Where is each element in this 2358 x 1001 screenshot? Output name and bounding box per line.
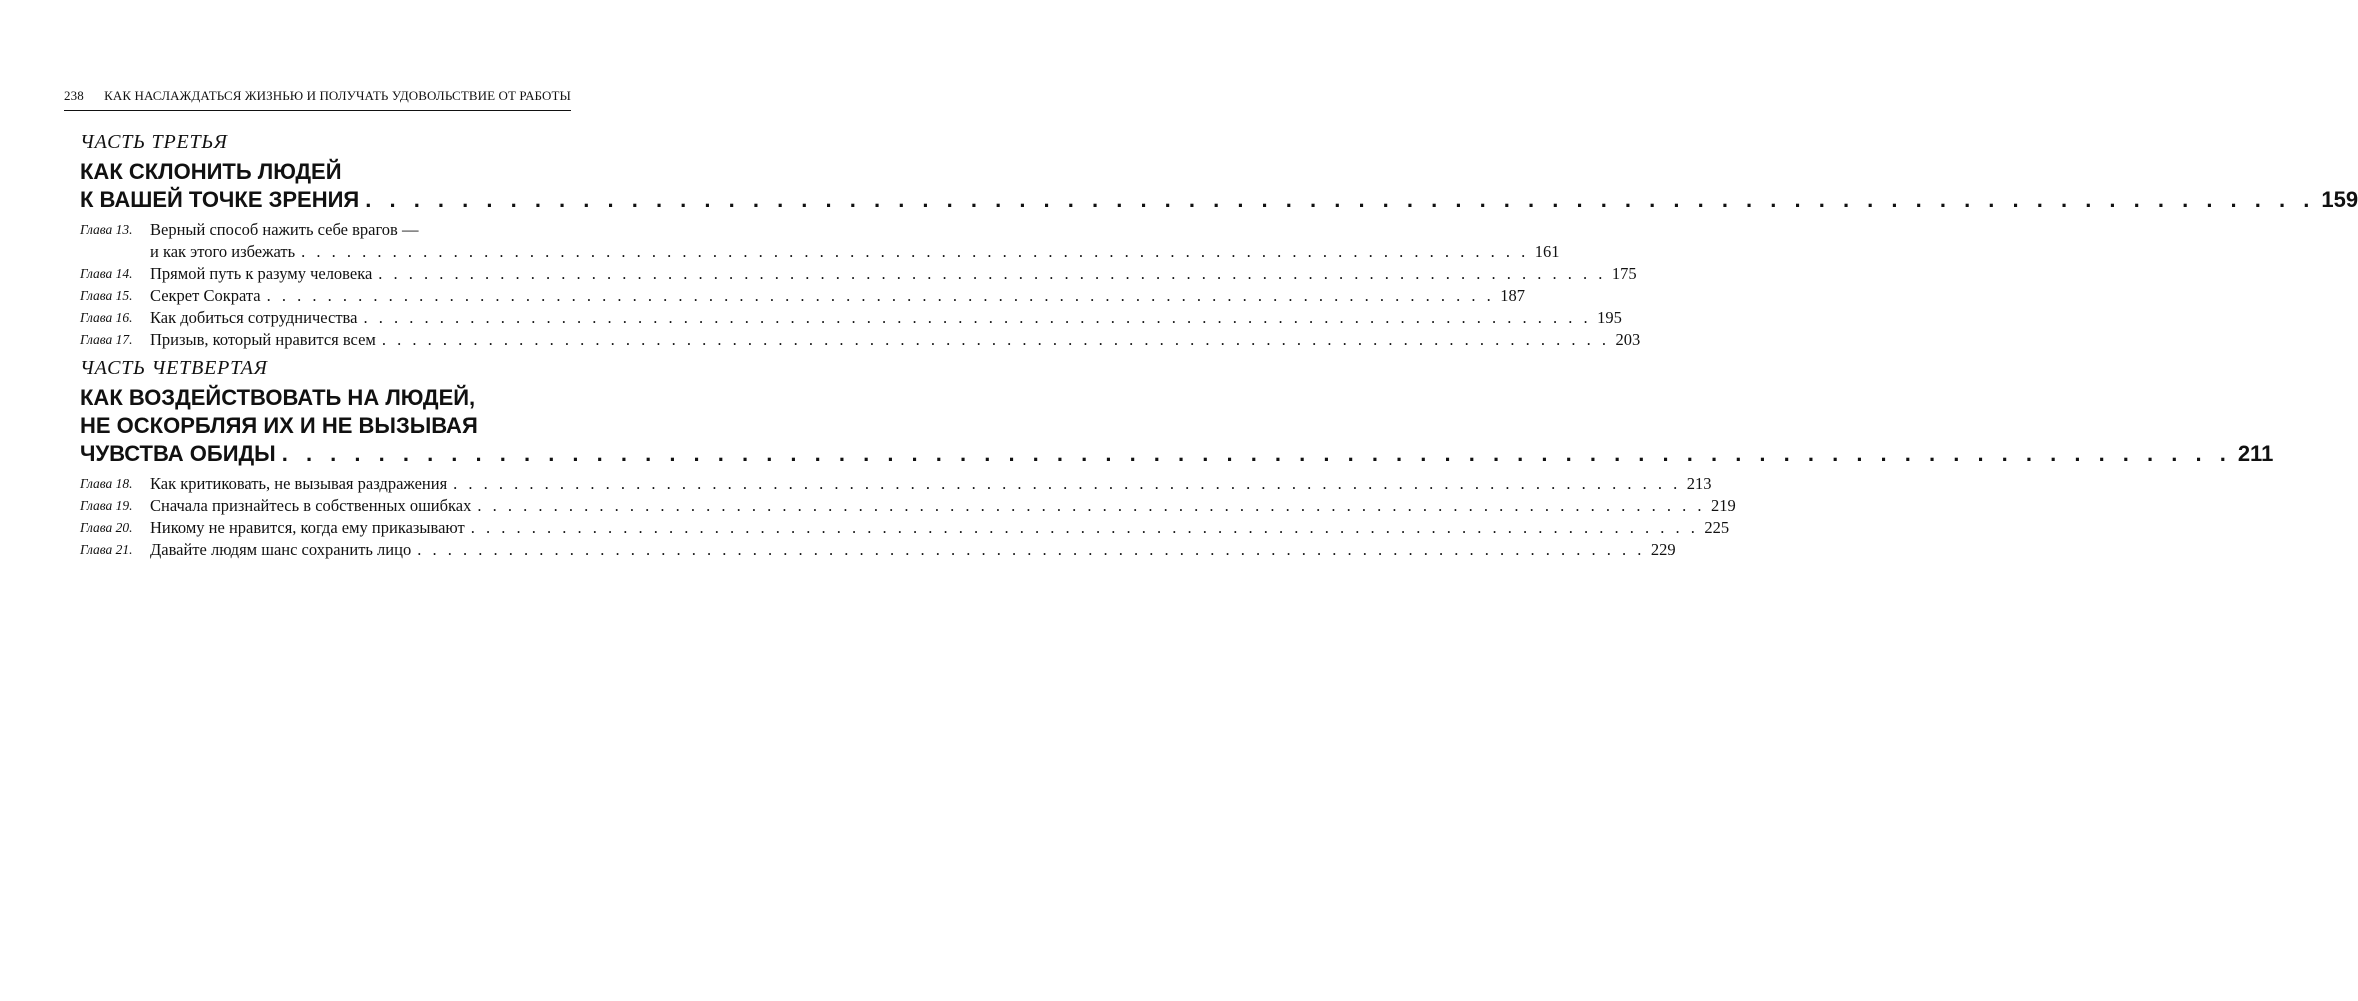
part-label: ЧАСТЬ ЧЕТВЕРТАЯ [80, 357, 268, 379]
chapter-title: Призыв, который нравится всем [150, 330, 376, 349]
dot-leader: . . . . . . . . . . . . . . . . . . . . . . . . . . . . . . . . . . . . . . . . . . . . . . . . . . . . . . . . . . . . . . . . . . . . . . . . . . . . . . . . . [301, 242, 1529, 261]
toc-entry-chapter-14[interactable] [80, 263, 1637, 285]
dot-leader: . . . . . . . . . . . . . . . . . . . . . . . . . . . . . . . . . . . . . . . . . . . . . . . . . . . . . . . . . . . . . . . . . . . . . . . . . . . . . . . . . [281, 441, 2232, 466]
page-number: 238 [64, 88, 84, 103]
toc-entry-chapter-18[interactable] [80, 473, 1712, 495]
toc-part-four [80, 356, 2274, 561]
chapter-page-number: 161 [1534, 242, 1560, 261]
toc-entry-chapter-21[interactable] [80, 539, 1676, 561]
chapter-label: Глава 18. [80, 476, 133, 491]
dot-leader: . . . . . . . . . . . . . . . . . . . . . . . . . . . . . . . . . . . . . . . . . . . . . . . . . . . . . . . . . . . . . . . . . . . . . . . . . . . . . . . . . [381, 330, 1610, 349]
part-page-number: 159 [2321, 187, 2358, 212]
part-page-number: 211 [2237, 441, 2274, 466]
chapter-page-number: 195 [1597, 308, 1622, 327]
dot-leader: . . . . . . . . . . . . . . . . . . . . . . . . . . . . . . . . . . . . . . . . . . . . . . . . . . . . . . . . . . . . . . . . . . . . . . . . . . . . . . . . . [363, 308, 1592, 327]
toc-entry-chapter-15[interactable] [80, 285, 1525, 307]
part-title-entry[interactable] [80, 440, 2274, 468]
chapter-label: Глава 15. [80, 288, 133, 303]
part-title-last-line: К ВАШЕЙ ТОЧКЕ ЗРЕНИЯ [80, 187, 360, 212]
chapter-title: Как критиковать, не вызывая раздражения [150, 474, 448, 493]
chapter-title: Никому не нравится, когда ему приказывают [150, 518, 465, 537]
chapter-title: Прямой путь к разуму человека [150, 264, 373, 283]
toc-entry-chapter-20[interactable] [80, 517, 1730, 539]
chapter-title: Давайте людям шанс сохранить лицо [150, 540, 412, 559]
toc-entry-chapter-13[interactable] [80, 219, 1560, 263]
chapter-label: Глава 16. [80, 310, 133, 325]
chapter-label: Глава 14. [80, 266, 133, 281]
chapter-page-number: 219 [1710, 496, 1736, 515]
chapter-title-line: Верный способ нажить себе врагов — [150, 220, 419, 239]
part-title-last-line: ЧУВСТВА ОБИДЫ [80, 441, 276, 466]
chapter-title: Как добиться сотрудничества [150, 308, 358, 327]
chapter-label: Глава 13. [80, 222, 133, 237]
chapter-page-number: 225 [1704, 518, 1730, 537]
chapter-label: Глава 19. [80, 498, 133, 513]
part-title-line: НЕ ОСКОРБЛЯЯ ИХ И НЕ ВЫЗЫВАЯ [80, 413, 478, 438]
chapter-page-number: 203 [1615, 330, 1641, 349]
header-rule [64, 110, 571, 111]
part-title-line: КАК ВОЗДЕЙСТВОВАТЬ НА ЛЮДЕЙ, [80, 385, 476, 410]
dot-leader: . . . . . . . . . . . . . . . . . . . . . . . . . . . . . . . . . . . . . . . . . . . . . . . . . . . . . . . . . . . . . . . . . . . . . . . . . . . . . . . . . [266, 286, 1495, 305]
chapter-label: Глава 17. [80, 332, 133, 347]
chapter-page-number: 187 [1500, 286, 1525, 305]
toc-entry-chapter-19[interactable] [80, 495, 1736, 517]
dot-leader: . . . . . . . . . . . . . . . . . . . . . . . . . . . . . . . . . . . . . . . . . . . . . . . . . . . . . . . . . . . . . . . . . . . . . . . . . . . . . . . . . [453, 474, 1681, 493]
toc-part-three [80, 130, 2358, 351]
chapter-label: Глава 20. [80, 520, 133, 535]
dot-leader: . . . . . . . . . . . . . . . . . . . . . . . . . . . . . . . . . . . . . . . . . . . . . . . . . . . . . . . . . . . . . . . . . . . . . . . . . . . . . . . . . [365, 187, 2316, 212]
chapter-page-number: 229 [1650, 540, 1676, 559]
chapter-title: Секрет Сократа [150, 286, 261, 305]
part-title-line: КАК СКЛОНИТЬ ЛЮДЕЙ [80, 159, 342, 184]
dot-leader: . . . . . . . . . . . . . . . . . . . . . . . . . . . . . . . . . . . . . . . . . . . . . . . . . . . . . . . . . . . . . . . . . . . . . . . . . . . . . . . . . [477, 496, 1705, 515]
part-title-entry[interactable] [80, 186, 2358, 214]
chapter-title: и как этого избежать [150, 242, 296, 261]
running-head-title: КАК НАСЛАЖДАТЬСЯ ЖИЗНЬЮ И ПОЛУЧАТЬ УДОВОЛЬСТВИЕ ОТ РАБОТЫ [104, 88, 571, 103]
chapter-page-number: 213 [1686, 474, 1712, 493]
toc-entry-chapter-17[interactable] [80, 329, 1641, 351]
dot-leader: . . . . . . . . . . . . . . . . . . . . . . . . . . . . . . . . . . . . . . . . . . . . . . . . . . . . . . . . . . . . . . . . . . . . . . . . . . . . . . . . . [378, 264, 1606, 283]
dot-leader: . . . . . . . . . . . . . . . . . . . . . . . . . . . . . . . . . . . . . . . . . . . . . . . . . . . . . . . . . . . . . . . . . . . . . . . . . . . . . . . . . [470, 518, 1699, 537]
chapter-page-number: 175 [1611, 264, 1637, 283]
part-label: ЧАСТЬ ТРЕТЬЯ [80, 131, 228, 153]
toc-entry-chapter-16[interactable] [80, 307, 1622, 329]
chapter-label: Глава 21. [80, 542, 133, 557]
dot-leader: . . . . . . . . . . . . . . . . . . . . . . . . . . . . . . . . . . . . . . . . . . . . . . . . . . . . . . . . . . . . . . . . . . . . . . . . . . . . . . . . . [417, 540, 1645, 559]
chapter-title: Сначала признайтесь в собственных ошибках [150, 496, 472, 515]
